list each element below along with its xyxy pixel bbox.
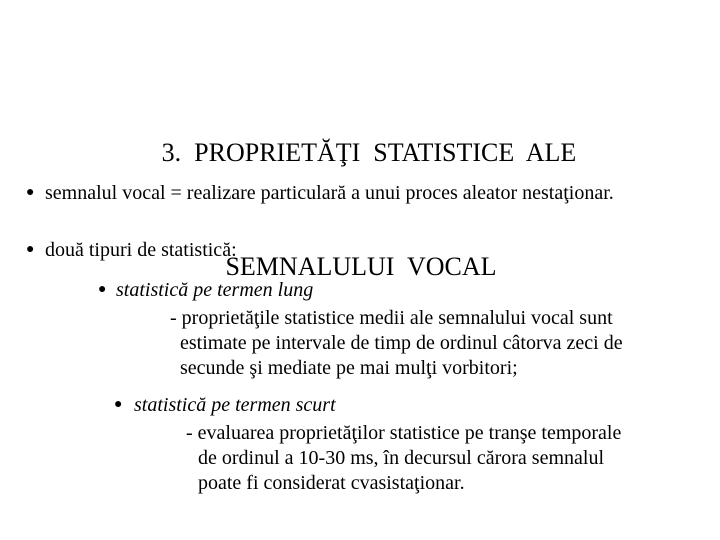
- subitem-2-heading: statistică pe termen scurt: [134, 394, 336, 416]
- bullet-1-text: semnalul vocal = realizare particulară a unui proces aleator nestaţionar.: [45, 182, 614, 204]
- subitem-1-line-3: secunde şi mediate pe mai mulţi vorbitori;: [180, 357, 518, 379]
- sub-bullet-dot-icon: ●: [114, 397, 123, 412]
- title-line-2: SEMNALULUI VOCAL: [225, 252, 497, 281]
- subitem-1-line-2: estimate pe intervale de timp de ordinul câtorva zeci de: [180, 332, 623, 354]
- bullet-dot-icon: ●: [26, 242, 35, 257]
- subitem-2-line-2: de ordinul a 10-30 ms, în decursul cărora semnalul: [198, 447, 604, 469]
- title-line-1: 3. PROPRIETĂŢI STATISTICE ALE: [161, 138, 577, 167]
- subitem-2-line-3: poate fi considerat cvasistaţionar.: [198, 472, 465, 494]
- subitem-1-heading: statistică pe termen lung: [116, 279, 314, 301]
- bullet-dot-icon: ●: [26, 185, 35, 200]
- sub-bullet-dot-icon: ●: [98, 282, 107, 297]
- subitem-1-line-1: - proprietăţile statistice medii ale semnalului vocal sunt: [170, 307, 613, 329]
- bullet-2-text: două tipuri de statistică:: [45, 239, 237, 261]
- subitem-2-line-1: - evaluarea proprietăţilor statistice pe tranşe temporale: [186, 422, 622, 444]
